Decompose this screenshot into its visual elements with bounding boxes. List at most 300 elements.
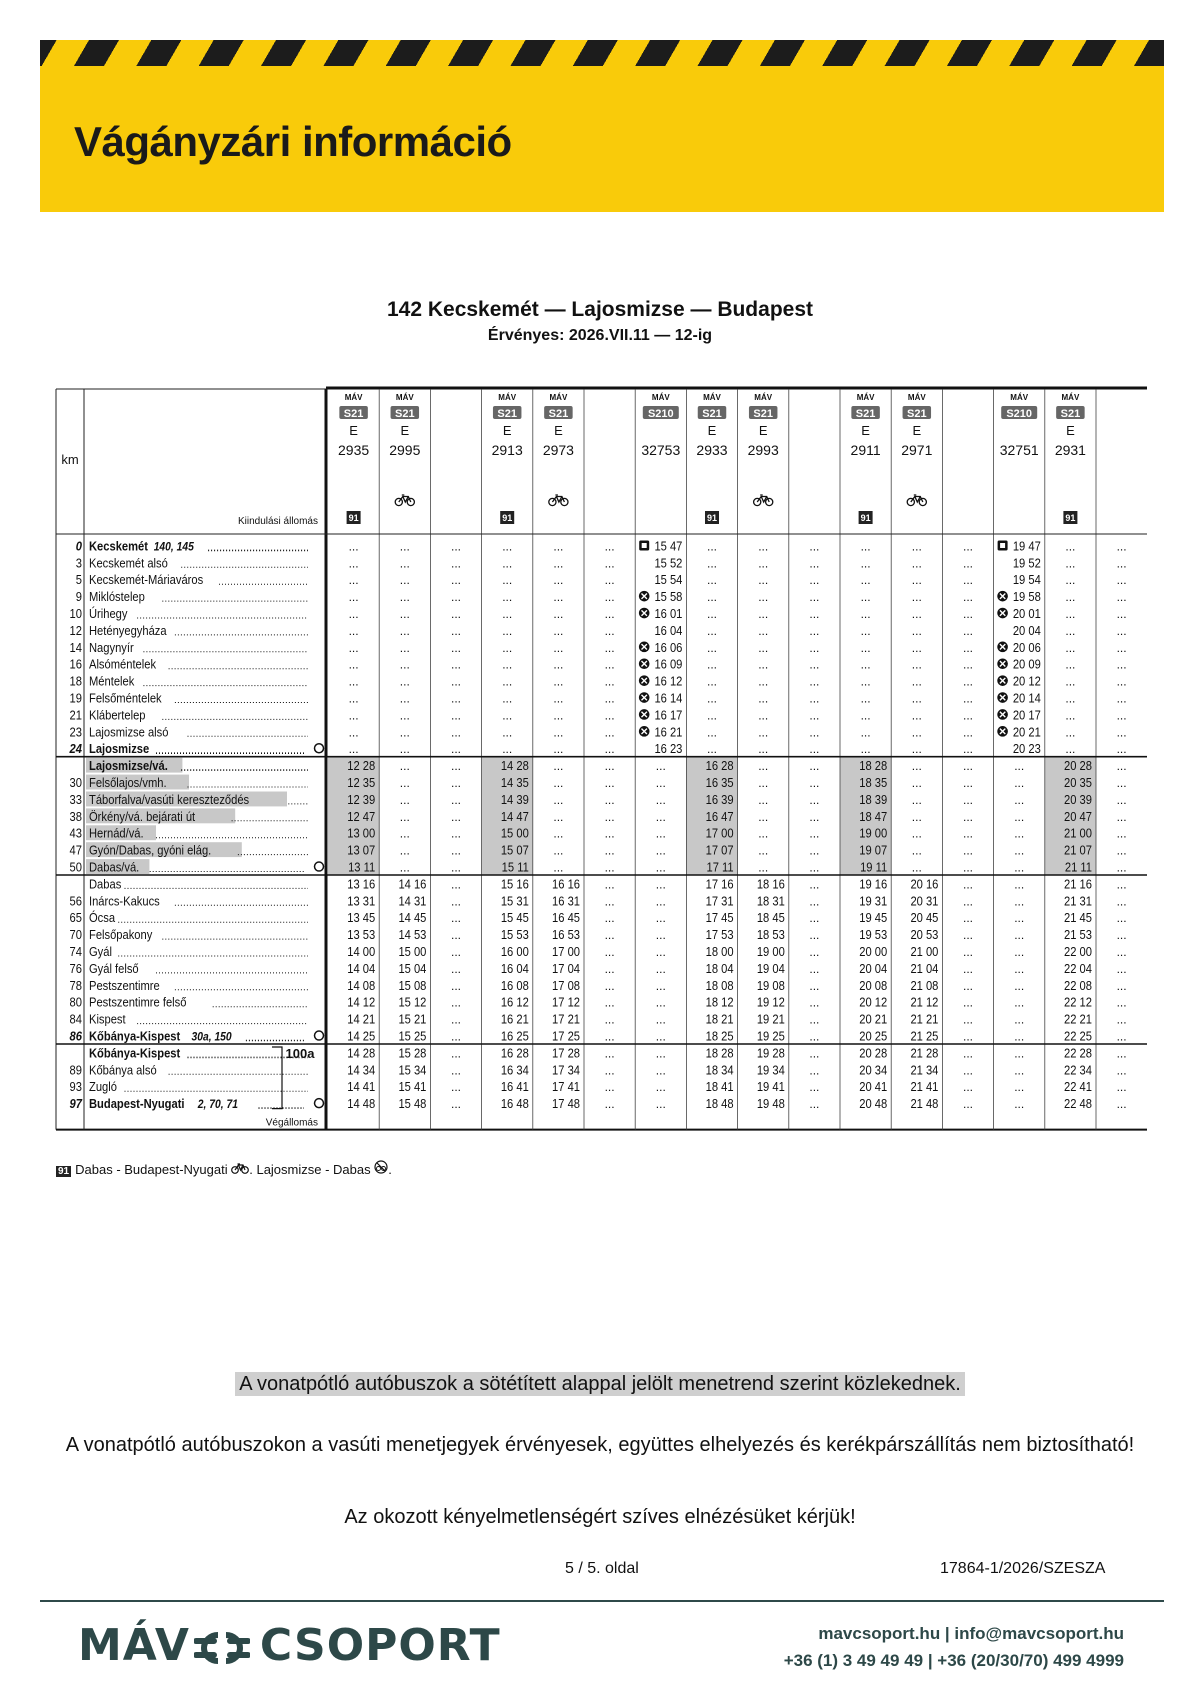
time-cell-empty: ... <box>399 640 410 655</box>
time-cell-empty: ... <box>758 809 769 824</box>
time-cell-empty: ... <box>553 691 564 706</box>
row-km: 19 <box>69 690 82 706</box>
time-cell-empty: ... <box>553 792 564 807</box>
time-cell: 20 53 <box>910 927 939 943</box>
time-cell-empty: ... <box>604 708 615 723</box>
time-cell: 14 28 <box>347 1045 376 1061</box>
time-cell-empty: ... <box>399 742 410 757</box>
time-cell: 15 25 <box>398 1028 427 1044</box>
time-cell-empty: ... <box>911 809 922 824</box>
time-cell-empty: ... <box>655 911 666 926</box>
time-cell: 14 39 <box>500 792 529 808</box>
time-cell: 21 12 <box>910 994 939 1010</box>
time-cell-empty: ... <box>450 961 462 976</box>
operator-label: MÁV <box>1010 393 1029 402</box>
time-cell-empty: ... <box>348 742 359 757</box>
time-cell-empty: ... <box>450 742 462 757</box>
time-cell-empty: ... <box>706 708 718 723</box>
time-cell-empty: ... <box>348 539 359 554</box>
time-cell-empty: ... <box>809 995 820 1010</box>
time-cell-empty: ... <box>502 590 513 605</box>
time-cell-empty: ... <box>758 826 769 841</box>
train-number: 2931 <box>1054 442 1086 458</box>
time-cell: 16 21 <box>654 724 683 740</box>
time-cell-empty: ... <box>860 640 871 655</box>
time-cell-empty: ... <box>911 674 922 689</box>
time-cell-empty: ... <box>655 843 666 858</box>
time-cell: 15 41 <box>398 1079 427 1095</box>
time-cell-empty: ... <box>860 556 871 571</box>
station-name: Pestszentimre <box>89 978 160 994</box>
time-cell-empty: ... <box>706 725 718 740</box>
time-cell-empty: ... <box>399 843 410 858</box>
time-cell: 20 23 <box>1012 741 1041 757</box>
time-cell: 22 48 <box>1064 1096 1092 1112</box>
line-badge-label: S21 <box>907 408 927 420</box>
time-cell: 15 28 <box>398 1045 427 1061</box>
time-cell-empty: ... <box>962 928 974 943</box>
time-cell: 14 21 <box>347 1011 376 1027</box>
time-cell: 14 45 <box>398 910 427 926</box>
time-cell-empty: ... <box>502 640 513 655</box>
time-cell-empty: ... <box>604 995 615 1010</box>
time-cell-empty: ... <box>604 843 615 858</box>
row-km: 16 <box>69 656 82 672</box>
time-cell: 17 04 <box>552 961 580 977</box>
operator-label: MÁV <box>549 393 568 402</box>
station-name: Felsőpakony <box>89 927 153 943</box>
time-cell: 20 04 <box>1012 623 1041 639</box>
time-cell-empty: ... <box>399 607 410 621</box>
time-cell: 16 28 <box>705 758 734 774</box>
time-cell: 18 12 <box>705 994 734 1010</box>
time-cell-empty: ... <box>809 776 820 790</box>
time-cell-empty: ... <box>604 911 615 926</box>
time-cell: 15 31 <box>500 893 529 909</box>
time-cell-empty: ... <box>450 1046 462 1061</box>
time-cell: 20 12 <box>1012 673 1041 689</box>
line-badge-label: S21 <box>855 408 876 420</box>
time-cell-empty: ... <box>450 674 462 689</box>
time-cell: 22 00 <box>1064 944 1092 960</box>
time-cell-empty: ... <box>911 708 922 723</box>
time-cell: 19 08 <box>756 978 785 994</box>
time-cell-empty: ... <box>911 691 922 706</box>
time-cell: 20 12 <box>859 994 888 1010</box>
time-cell-empty: ... <box>604 674 615 689</box>
time-cell: 19 28 <box>756 1045 785 1061</box>
time-cell-empty: ... <box>1065 573 1076 588</box>
time-cell-empty: ... <box>502 657 513 672</box>
time-cell-empty: ... <box>450 894 462 909</box>
time-cell-empty: ... <box>706 556 718 571</box>
time-cell: 17 41 <box>552 1079 580 1095</box>
time-cell-empty: ... <box>553 539 564 554</box>
time-cell-empty: ... <box>604 607 615 621</box>
time-cell-empty: ... <box>962 539 974 554</box>
logo-left-text: MÁV <box>78 1620 190 1671</box>
connection-circle <box>315 1099 324 1108</box>
time-cell: 21 00 <box>910 944 939 960</box>
time-cell-empty: ... <box>399 725 410 740</box>
time-cell: 14 08 <box>347 978 376 994</box>
train-number: 32753 <box>641 442 681 458</box>
time-cell-empty: ... <box>962 792 974 807</box>
time-cell-empty: ... <box>348 657 359 672</box>
time-cell-empty: ... <box>502 725 513 740</box>
time-cell-empty: ... <box>809 877 820 892</box>
station-name: Úrihegy <box>89 606 128 622</box>
time-cell-empty: ... <box>450 928 462 943</box>
time-cell-empty: ... <box>758 759 769 774</box>
time-cell-empty: ... <box>655 776 666 790</box>
time-cell: 15 54 <box>654 572 683 588</box>
time-cell: 18 53 <box>756 927 785 943</box>
time-cell-empty: ... <box>962 945 974 959</box>
time-cell: 18 28 <box>859 758 888 774</box>
time-cell-empty: ... <box>911 776 922 790</box>
time-cell: 19 53 <box>859 927 888 943</box>
time-cell: 19 00 <box>756 944 785 960</box>
time-cell-empty: ... <box>1014 995 1025 1010</box>
time-cell: 20 35 <box>1064 775 1092 791</box>
time-cell-empty: ... <box>450 573 462 588</box>
train-number: 2935 <box>338 442 370 458</box>
time-cell-empty: ... <box>1014 1097 1025 1112</box>
train-number: 2973 <box>542 442 574 458</box>
time-cell: 19 12 <box>756 994 785 1010</box>
time-cell-empty: ... <box>1116 539 1127 554</box>
footnote-text-c: . <box>388 1162 392 1177</box>
time-cell-empty: ... <box>502 674 513 689</box>
time-cell-empty: ... <box>962 911 974 926</box>
station-name: Alsóméntelek <box>89 656 157 672</box>
line-badge-label: S21 <box>1060 408 1081 420</box>
time-cell-empty: ... <box>348 691 359 706</box>
time-cell-empty: ... <box>1014 1063 1025 1078</box>
time-cell-empty: ... <box>1116 640 1127 655</box>
time-cell: 14 47 <box>500 809 529 825</box>
time-cell-empty: ... <box>758 556 769 571</box>
time-cell: 17 12 <box>552 994 580 1010</box>
row-km: 47 <box>69 842 82 858</box>
station-name: Miklóstelep <box>89 589 145 605</box>
time-cell: 21 07 <box>1064 842 1092 858</box>
time-cell: 14 04 <box>347 961 376 977</box>
time-cell-empty: ... <box>758 725 769 740</box>
bicycle-icon <box>231 1163 249 1174</box>
time-cell-empty: ... <box>962 674 974 689</box>
time-cell: 15 45 <box>500 910 529 926</box>
time-cell-empty: ... <box>809 1080 820 1095</box>
station-connections: 140, 145 <box>153 540 194 554</box>
time-cell-empty: ... <box>809 978 820 993</box>
time-cell-empty: ... <box>911 843 922 858</box>
time-cell-empty: ... <box>655 1080 666 1095</box>
time-cell-empty: ... <box>655 860 666 875</box>
time-cell-empty: ... <box>1014 894 1025 909</box>
time-cell-empty: ... <box>1014 843 1025 858</box>
time-cell-empty: ... <box>604 759 615 774</box>
time-cell-empty: ... <box>553 657 564 672</box>
row-km: 74 <box>69 944 82 960</box>
row-km: 84 <box>69 1011 82 1027</box>
time-cell-empty: ... <box>962 1012 974 1027</box>
line-badge-label: S21 <box>702 408 722 420</box>
time-cell: 20 48 <box>859 1096 888 1112</box>
time-cell-empty: ... <box>1065 623 1076 638</box>
time-cell-empty: ... <box>399 759 410 774</box>
time-cell: 18 47 <box>859 809 888 825</box>
time-cell: 13 45 <box>347 910 376 926</box>
time-cell: 19 58 <box>1012 589 1041 605</box>
time-cell-empty: ... <box>348 674 359 689</box>
time-cell-empty: ... <box>450 945 462 959</box>
time-cell-empty: ... <box>962 961 974 976</box>
time-cell: 15 53 <box>500 927 529 943</box>
time-cell: 20 08 <box>859 978 888 994</box>
line-badge-label: S210 <box>1006 408 1033 420</box>
time-cell-empty: ... <box>1116 1080 1127 1095</box>
time-cell-empty: ... <box>1116 809 1127 824</box>
time-cell: 22 21 <box>1064 1011 1092 1027</box>
time-cell-empty: ... <box>604 792 615 807</box>
time-cell-empty: ... <box>962 1097 974 1112</box>
row-km: 21 <box>69 707 82 723</box>
time-cell-empty: ... <box>399 691 410 706</box>
bicycle-frame <box>911 495 923 502</box>
time-cell: 13 31 <box>347 893 376 909</box>
time-cell-empty: ... <box>1065 708 1076 723</box>
time-cell-empty: ... <box>809 894 820 909</box>
time-cell: 14 35 <box>500 775 529 791</box>
time-cell: 20 16 <box>910 876 939 892</box>
time-cell-empty: ... <box>450 708 462 723</box>
station-name: Kecskemét-Máriaváros <box>89 572 204 588</box>
station-name: Táborfalva/vasúti kereszteződés <box>89 792 250 808</box>
time-cell-empty: ... <box>860 573 871 588</box>
time-cell-empty: ... <box>348 573 359 588</box>
row-km: 86 <box>69 1028 82 1044</box>
time-cell-empty: ... <box>706 573 718 588</box>
time-cell: 16 47 <box>705 809 734 825</box>
time-cell: 16 12 <box>500 994 529 1010</box>
time-cell-empty: ... <box>758 691 769 706</box>
time-cell-empty: ... <box>911 860 922 875</box>
time-cell-empty: ... <box>1116 607 1127 621</box>
time-cell-empty: ... <box>962 978 974 993</box>
time-cell: 19 21 <box>756 1011 785 1027</box>
row-km: 89 <box>69 1062 82 1078</box>
logo-right-text: CSOPORT <box>259 1620 501 1671</box>
time-cell: 20 28 <box>859 1045 888 1061</box>
time-cell-empty: ... <box>1116 911 1127 926</box>
time-cell-empty: ... <box>1116 1029 1127 1044</box>
train-category: E <box>1066 423 1075 438</box>
time-cell-empty: ... <box>1116 691 1127 706</box>
time-cell-empty: ... <box>450 590 462 605</box>
shaded-notice-text: A vonatpótló autóbuszok a sötétített alappal jelölt menetrend szerint közlekednek. <box>235 1372 965 1396</box>
time-cell: 16 16 <box>552 876 580 892</box>
station-name: Gyón/Dabas, gyóni elág. <box>89 842 212 858</box>
time-cell-empty: ... <box>962 607 974 621</box>
time-cell: 19 16 <box>859 876 888 892</box>
footnote-badge: 91 <box>58 1166 70 1177</box>
time-cell: 15 47 <box>654 538 683 554</box>
time-cell: 14 41 <box>347 1079 376 1095</box>
bicycle-icon <box>549 495 568 506</box>
time-cell-empty: ... <box>911 556 922 571</box>
time-cell: 16 04 <box>500 961 529 977</box>
time-cell-empty: ... <box>450 1097 462 1112</box>
time-cell-empty: ... <box>1014 759 1025 774</box>
time-cell-empty: ... <box>962 623 974 638</box>
time-cell-empty: ... <box>553 742 564 757</box>
time-cell-empty: ... <box>1116 776 1127 790</box>
time-cell-empty: ... <box>860 708 871 723</box>
time-cell: 21 53 <box>1064 927 1092 943</box>
row-km: 18 <box>69 673 82 689</box>
time-cell-empty: ... <box>809 759 820 774</box>
time-cell: 14 34 <box>347 1062 376 1078</box>
line-badge-label: S21 <box>497 408 517 420</box>
time-cell: 16 28 <box>500 1045 529 1061</box>
time-cell-empty: ... <box>450 860 462 875</box>
time-cell-empty: ... <box>1065 657 1076 672</box>
time-cell-empty: ... <box>1014 961 1025 976</box>
time-cell-empty: ... <box>962 1063 974 1078</box>
time-cell: 16 01 <box>654 606 683 622</box>
time-cell-empty: ... <box>809 640 820 655</box>
time-cell-empty: ... <box>1116 1097 1127 1112</box>
time-cell-empty: ... <box>655 928 666 943</box>
time-cell: 20 39 <box>1064 792 1092 808</box>
time-cell-empty: ... <box>553 607 564 621</box>
time-cell-empty: ... <box>1116 590 1127 605</box>
end-station-label: Végállomás <box>265 1117 318 1129</box>
time-cell: 17 07 <box>705 842 734 858</box>
time-cell: 22 34 <box>1064 1062 1092 1078</box>
time-cell-empty: ... <box>399 708 410 723</box>
time-cell-empty: ... <box>553 623 564 638</box>
time-cell-empty: ... <box>962 1029 974 1044</box>
time-cell-empty: ... <box>655 995 666 1010</box>
time-cell-empty: ... <box>962 877 974 892</box>
time-cell-empty: ... <box>758 539 769 554</box>
time-cell-empty: ... <box>655 978 666 993</box>
operator-label: MÁV <box>498 393 517 402</box>
time-cell: 14 00 <box>347 944 376 960</box>
time-cell: 20 47 <box>1064 809 1092 825</box>
time-cell-empty: ... <box>1116 759 1127 774</box>
line-badge-label: S21 <box>343 408 364 420</box>
time-cell: 14 12 <box>347 994 376 1010</box>
time-cell: 17 53 <box>705 927 734 943</box>
station-name: Lajosmizse/vá. <box>89 758 168 774</box>
time-cell-empty: ... <box>502 607 513 621</box>
time-cell-empty: ... <box>706 590 718 605</box>
time-cell-empty: ... <box>450 792 462 807</box>
station-name: Budapest-Nyugati <box>89 1096 185 1112</box>
time-cell-empty: ... <box>655 1046 666 1061</box>
time-cell-empty: ... <box>1065 742 1076 757</box>
time-cell: 13 00 <box>347 825 376 841</box>
station-name: Nagynyír <box>89 640 134 656</box>
time-cell-empty: ... <box>1014 809 1025 824</box>
time-cell: 13 07 <box>347 842 376 858</box>
station-connections: 2, 70, 71 <box>197 1098 238 1112</box>
time-cell: 17 28 <box>552 1045 580 1061</box>
row-km: 43 <box>69 825 82 841</box>
train-number: 32751 <box>999 442 1039 458</box>
time-cell-empty: ... <box>1116 674 1127 689</box>
row-km: 5 <box>75 572 82 588</box>
time-cell-empty: ... <box>1014 776 1025 790</box>
time-cell-empty: ... <box>1014 978 1025 993</box>
station-name: Kispest <box>89 1011 126 1027</box>
line-badge-label: S21 <box>548 408 569 420</box>
footnote <box>56 1160 392 1177</box>
note-badge-label: 91 <box>348 513 359 523</box>
time-cell-empty: ... <box>1116 657 1127 672</box>
bicycle-icon <box>907 495 926 506</box>
time-cell: 16 31 <box>552 893 580 909</box>
time-cell-empty: ... <box>1116 894 1127 909</box>
time-cell-empty: ... <box>911 640 922 655</box>
time-cell: 18 28 <box>705 1045 734 1061</box>
time-cell-empty: ... <box>502 691 513 706</box>
time-cell-empty: ... <box>604 1029 615 1044</box>
time-cell: 18 41 <box>705 1079 734 1095</box>
train-number: 2933 <box>696 442 728 458</box>
line-badge-label: S210 <box>647 408 674 420</box>
start-station-square-icon-inner <box>1000 543 1005 548</box>
time-cell: 22 04 <box>1064 961 1092 977</box>
time-cell-empty: ... <box>399 623 410 638</box>
train-category: E <box>400 423 410 438</box>
time-cell-empty: ... <box>348 556 359 571</box>
row-km: 78 <box>69 978 82 994</box>
time-cell-empty: ... <box>1065 691 1076 706</box>
timetable-title: 142 Kecskemét — Lajosmizse — Budapest <box>386 298 813 321</box>
time-cell: 20 06 <box>1012 640 1041 656</box>
time-cell: 21 45 <box>1064 910 1092 926</box>
train-category: E <box>758 423 768 438</box>
time-cell-empty: ... <box>860 725 871 740</box>
time-cell-empty: ... <box>1014 877 1025 892</box>
time-cell-empty: ... <box>911 792 922 807</box>
time-cell: 18 16 <box>756 876 785 892</box>
time-cell-empty: ... <box>911 742 922 757</box>
ticket-notice: A vonatpótló autóbuszokon a vasúti menetjegyek érvényesek, együttes elhelyezés és kerékpárszállítás nem biztosítható! <box>65 1434 1135 1456</box>
time-cell-empty: ... <box>655 1029 666 1044</box>
station-name: Hernád/vá. <box>89 825 144 841</box>
time-cell-empty: ... <box>1065 640 1076 655</box>
time-cell: 15 52 <box>654 555 683 571</box>
station-name: Felsőlajos/vmh. <box>89 775 167 791</box>
time-cell-empty: ... <box>1116 928 1127 943</box>
row-km: 12 <box>69 623 82 639</box>
time-cell-empty: ... <box>655 826 666 841</box>
time-cell-empty: ... <box>809 826 820 841</box>
time-cell-empty: ... <box>758 792 769 807</box>
time-cell-empty: ... <box>706 623 718 638</box>
time-cell: 19 48 <box>756 1096 785 1112</box>
time-cell: 15 00 <box>398 944 427 960</box>
time-cell: 21 16 <box>1064 876 1092 892</box>
bicycle-icon <box>754 495 773 506</box>
time-cell-empty: ... <box>962 573 974 588</box>
